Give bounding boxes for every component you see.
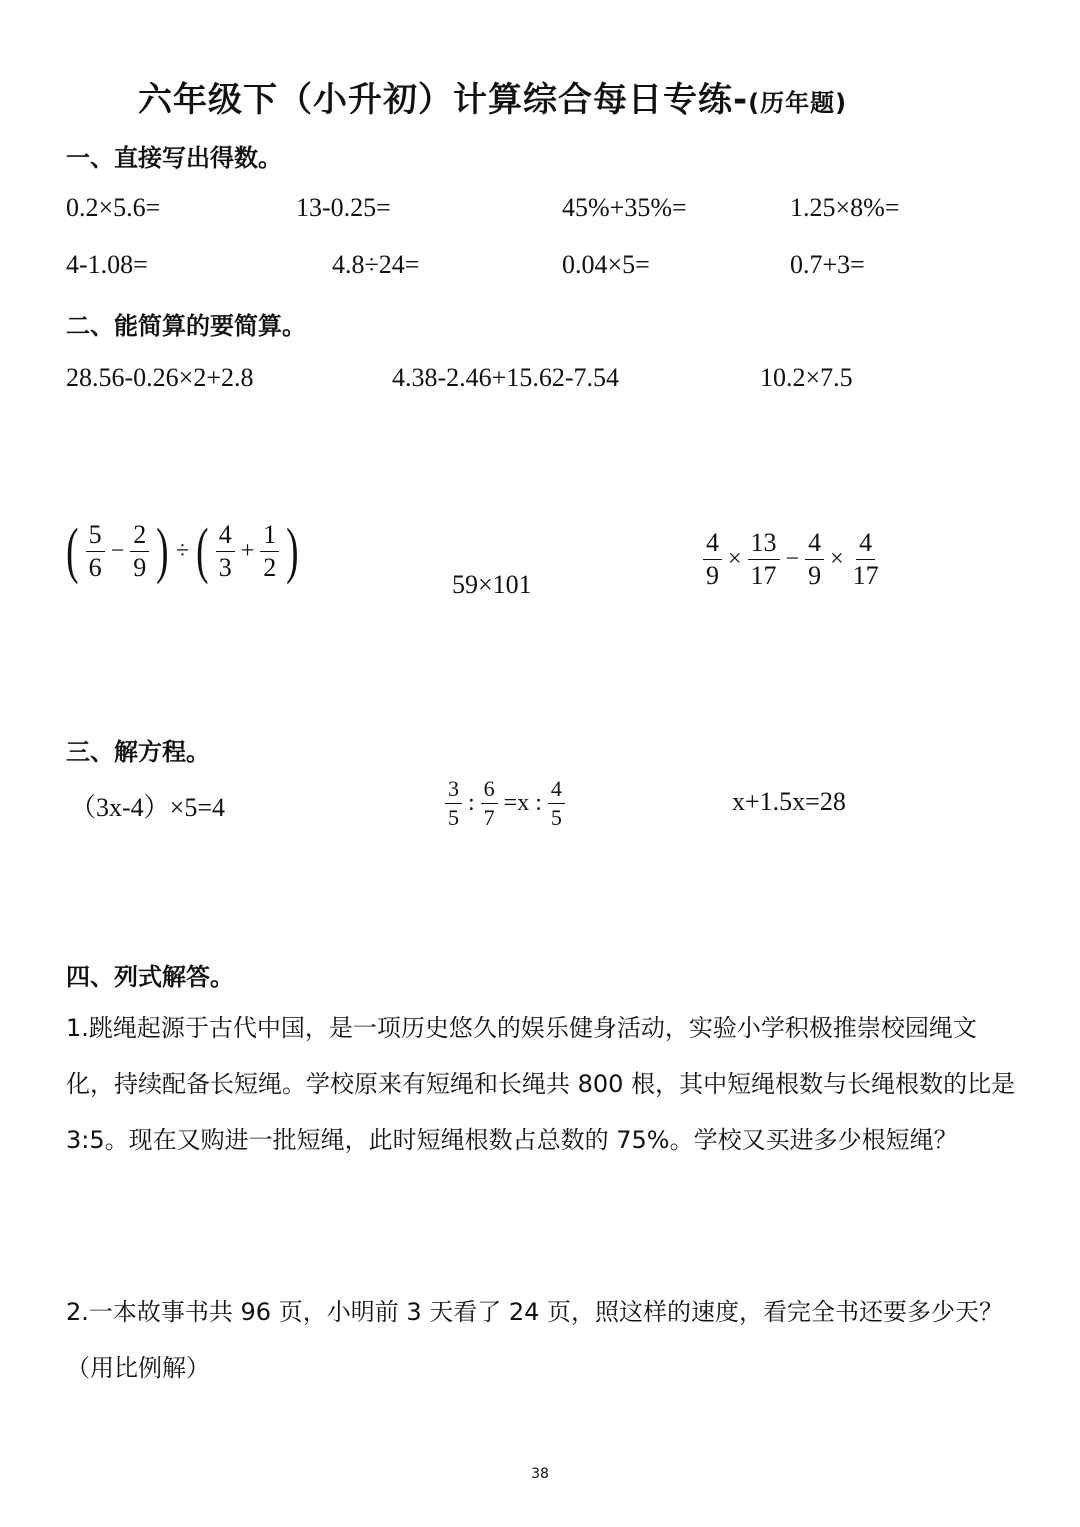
fraction-expression-1 (62, 517, 303, 585)
simplify-item-4: 59×101 (452, 570, 532, 599)
simplify-item-1: 28.56-0.26×2+2.8 (66, 363, 254, 392)
fraction: $\frac{4}{3}$ (216, 522, 235, 581)
equation-2 (442, 778, 568, 829)
equation-1: （3x-4）×5=4 (70, 793, 225, 822)
oral-item-1: 0.2×5.6= (66, 193, 161, 222)
title-main: 六年级下（小升初）计算综合每日专练- (138, 80, 749, 120)
section4-heading: 四、列式解答。 (66, 963, 234, 991)
plus-sign: + (240, 537, 255, 564)
word-problem-2: 2.一本故事书共 96 页，小明前 3 天看了 24 页，照这样的速度，看完全书还要多少天？ (66, 1298, 1004, 1326)
minus-sign: − (110, 537, 125, 564)
section2-heading: 二、能简算的要简算。 (66, 312, 306, 340)
page-title (138, 72, 847, 121)
fraction: $\frac{6}{7}$ (481, 778, 498, 829)
fraction: $\frac{4}{17}$ (852, 528, 879, 590)
simplify-item-2: 4.38-2.46+15.62-7.54 (392, 363, 619, 392)
fraction: $\frac{1}{2}$ (260, 522, 279, 581)
times-sign: × (728, 546, 742, 572)
colon: : (535, 790, 542, 816)
section3-heading: 三、解方程。 (66, 738, 210, 766)
oral-item-7: 0.04×5= (562, 250, 650, 279)
word-problem-2-note: （用比例解） (66, 1354, 210, 1382)
right-paren: ) (286, 517, 299, 585)
oral-item-2: 13-0.25= (296, 193, 391, 222)
page-number: 38 (531, 1466, 549, 1482)
fraction-expression-2 (700, 530, 885, 589)
equals-x: =x (503, 790, 530, 816)
left-paren: ( (66, 517, 79, 585)
oral-item-6: 4.8÷24= (332, 250, 420, 279)
oral-item-8: 0.7+3= (790, 250, 865, 279)
minus-sign: − (785, 546, 800, 572)
simplify-item-3: 10.2×7.5 (760, 363, 853, 392)
fraction: $\frac{4}{5}$ (548, 778, 565, 829)
fraction: $\frac{5}{6}$ (86, 522, 105, 581)
right-paren: ) (156, 517, 169, 585)
word-problem-1: 1.跳绳起源于古代中国，是一项历史悠久的娱乐健身活动，实验小学积极推崇校园绳文化，持续配备长短绳。学校原来有短绳和长绳共 800 根，其中短绳根数与长绳根数的比是 3:5。现在又购进一批短绳，此时短绳根数占总数的 75%。学校又买进多少根短绳？ (66, 1014, 1016, 1154)
equation-3: x+1.5x=28 (732, 787, 846, 816)
left-paren: ( (196, 517, 209, 585)
oral-item-4: 1.25×8%= (790, 193, 900, 222)
fraction: $\frac{3}{5}$ (445, 778, 462, 829)
times-sign: × (830, 546, 844, 572)
colon: : (468, 790, 475, 816)
fraction: $\frac{4}{9}$ (805, 530, 824, 589)
title-sub: (历年题) (748, 89, 848, 117)
oral-item-5: 4-1.08= (66, 250, 148, 279)
fraction: $\frac{13}{17}$ (748, 530, 780, 589)
divide-sign: ÷ (175, 537, 190, 564)
fraction: $\frac{4}{9}$ (703, 530, 722, 589)
section1-heading: 一、直接写出得数。 (66, 144, 282, 172)
oral-item-3: 45%+35%= (562, 193, 687, 222)
fraction: $\frac{2}{9}$ (130, 522, 149, 581)
